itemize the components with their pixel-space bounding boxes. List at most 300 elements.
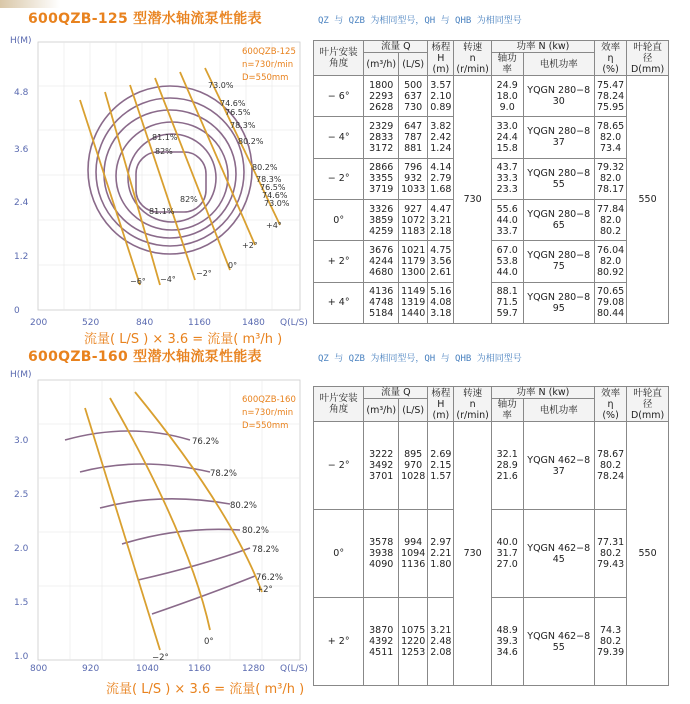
x-tick: 1160 <box>188 664 211 674</box>
header-efficiency-part: η <box>607 398 614 410</box>
cell-head-value: 3.56 <box>430 255 452 267</box>
header-motor-power: 电机功率 <box>523 53 594 76</box>
cell-flow-m3h-value: 4259 <box>369 225 394 237</box>
cell-flow-ls <box>399 76 428 117</box>
cell-angle: + 2° <box>314 241 364 282</box>
cell-flow-m3h <box>364 422 399 510</box>
contour-74-6 <box>96 98 244 246</box>
cell-head-value: 4.47 <box>430 203 452 215</box>
cell-flow-m3h-value: 2833 <box>369 131 394 143</box>
cell-flow-m3h-value: 3719 <box>369 184 394 196</box>
cell-shaft-power-value: 27.0 <box>496 559 518 570</box>
cell-head <box>428 117 454 158</box>
cell-shaft-power-value: 88.1 <box>496 286 518 298</box>
label-plus2: +2° <box>256 585 273 595</box>
header-head-part: (m) <box>432 63 450 75</box>
cell-efficiency-value: 79.43 <box>596 559 625 570</box>
cell-head-value: 2.21 <box>430 548 452 559</box>
cell-efficiency-value: 77.31 <box>596 537 625 548</box>
label-0: 0° <box>228 261 238 270</box>
cell-head <box>428 158 454 199</box>
header-power: 功率 N (kw) <box>491 387 594 399</box>
header-speed-part: n <box>469 398 476 410</box>
model-note: QZ 与 QZB 为相同型号，QH 与 QHB 为相同型号 <box>318 16 522 26</box>
cell-flow-m3h-value: 4136 <box>369 286 394 298</box>
performance-table <box>313 386 669 686</box>
cell-head-value: 2.48 <box>430 636 452 647</box>
label-plus2: +2° <box>242 241 258 250</box>
header-speed-part: (r/min) <box>456 409 489 421</box>
performance-table <box>313 40 669 324</box>
cell-efficiency <box>594 282 626 323</box>
cell-flow-m3h-value: 3701 <box>369 471 394 482</box>
cell-shaft-power-value: 23.3 <box>496 184 518 196</box>
cell-efficiency-value: 78.24 <box>596 90 625 102</box>
cell-angle: − 4° <box>314 117 364 158</box>
cell-shaft-power-value: 59.7 <box>496 308 518 320</box>
x-tick: 840 <box>136 318 154 328</box>
x-tick: 1280 <box>242 664 265 674</box>
cell-head-value: 4.14 <box>430 162 452 174</box>
cell-shaft-power <box>491 158 523 199</box>
cell-shaft-power-value: 32.1 <box>496 449 518 460</box>
cell-shaft-power-value: 48.9 <box>496 625 518 636</box>
table-row <box>314 199 669 240</box>
cell-shaft-power <box>491 282 523 323</box>
cell-shaft-power-value: 24.4 <box>496 131 518 143</box>
label-765b: 76.5% <box>260 183 286 192</box>
cell-shaft-power-value: 33.0 <box>496 120 518 132</box>
cell-efficiency-value: 79.08 <box>596 297 625 309</box>
cell-head-value: 1.68 <box>430 184 452 196</box>
label-782b: 78.2% <box>252 545 280 555</box>
label-0: 0° <box>204 637 214 647</box>
cell-efficiency-value: 78.24 <box>596 471 625 482</box>
cell-flow-ls-value: 970 <box>404 460 423 471</box>
cell-efficiency-value: 76.04 <box>596 244 625 256</box>
cell-flow-m3h-value: 1800 <box>369 79 394 91</box>
cell-flow-m3h-value: 5184 <box>369 308 394 320</box>
cell-flow-ls-value: 1220 <box>401 636 426 647</box>
y-axis-label: H(M) <box>10 370 32 380</box>
cell-motor: YQGN 462−8 37 <box>523 422 594 510</box>
header-flow-m3h: (m³/h) <box>364 399 399 422</box>
header-row <box>314 387 669 399</box>
x-axis-unit: Q(L/S) <box>280 318 308 328</box>
y-tick: 2.5 <box>14 490 29 500</box>
header-head <box>428 387 454 422</box>
cell-efficiency-value: 75.95 <box>596 101 625 113</box>
cell-flow-m3h <box>364 598 399 686</box>
chart-caption: 流量( L/S ) × 3.6 = 流量( m³/h ) <box>84 332 283 347</box>
x-tick: 800 <box>30 664 48 674</box>
y-tick: 0 <box>14 306 20 316</box>
header-speed-part: n <box>469 52 476 64</box>
section-600qzb-125 <box>0 0 690 347</box>
cell-efficiency-value: 82.0 <box>599 214 622 226</box>
header-flow-ls: (L/S) <box>399 53 428 76</box>
blade-angle-lines <box>85 392 262 650</box>
cell-shaft-power-value: 39.3 <box>496 636 518 647</box>
cell-flow-ls <box>399 241 428 282</box>
cell-flow-ls-value: 1094 <box>401 548 426 559</box>
header-impeller-part: D(mm) <box>630 63 665 75</box>
label-765: 76.5% <box>225 108 251 117</box>
cell-angle: 0° <box>314 199 364 240</box>
table-row <box>314 117 669 158</box>
header-head-part: H <box>437 398 445 410</box>
info-model: 600QZB-160 <box>242 395 296 405</box>
y-tick: 1.5 <box>14 598 29 608</box>
cell-head <box>428 76 454 117</box>
model-note: QZ 与 QZB 为相同型号，QH 与 QHB 为相同型号 <box>318 354 522 364</box>
cell-flow-ls <box>399 422 428 510</box>
cell-efficiency <box>594 510 626 598</box>
y-tick: 2.0 <box>14 544 29 554</box>
label-783b: 78.3% <box>256 175 282 184</box>
label-minus2: −2° <box>196 269 212 278</box>
cell-flow-m3h-value: 2329 <box>369 120 394 132</box>
cell-shaft-power-value: 15.8 <box>496 142 518 154</box>
cell-angle: − 6° <box>314 76 364 117</box>
cell-angle: + 4° <box>314 282 364 323</box>
cell-shaft-power <box>491 422 523 510</box>
cell-head <box>428 598 454 686</box>
cell-efficiency-value: 82.0 <box>599 255 622 267</box>
cell-efficiency-value: 80.2 <box>599 460 622 471</box>
cell-flow-ls-value: 927 <box>404 203 423 215</box>
header-impeller <box>627 41 669 76</box>
cell-shaft-power <box>491 199 523 240</box>
header-efficiency-part: (%) <box>602 409 619 421</box>
cell-head <box>428 422 454 510</box>
label-plus4: +4° <box>266 221 282 230</box>
cell-flow-m3h <box>364 510 399 598</box>
cell-efficiency-value: 78.65 <box>596 120 625 132</box>
cell-flow-m3h-value: 4680 <box>369 266 394 278</box>
header-speed-part: (r/min) <box>456 63 489 75</box>
cell-shaft-power-value: 21.6 <box>496 471 518 482</box>
cell-head-value: 1.57 <box>430 471 452 482</box>
cell-flow-m3h-value: 3938 <box>369 548 394 559</box>
header-efficiency-part: 效率 <box>601 41 621 53</box>
cell-flow-m3h <box>364 117 399 158</box>
header-angle: 叶片安装角度 <box>314 387 364 422</box>
cell-flow-m3h-value: 3859 <box>369 214 394 226</box>
y-tick: 1.0 <box>14 652 29 662</box>
cell-motor: YQGN 280−8 65 <box>523 199 594 240</box>
cell-efficiency <box>594 241 626 282</box>
cell-head-value: 3.82 <box>430 120 452 132</box>
label-762b: 76.2% <box>256 573 284 583</box>
label-802b: 80.2% <box>242 526 270 536</box>
cell-shaft-power-value: 71.5 <box>496 297 518 309</box>
cell-speed: 730 <box>454 422 491 686</box>
header-speed-part: 转速 <box>463 387 483 399</box>
header-head-part: 杨程 <box>431 387 451 399</box>
cell-head-value: 3.21 <box>430 214 452 226</box>
x-tick: 1480 <box>242 318 265 328</box>
label-73b: 73.0% <box>264 199 290 208</box>
cell-efficiency <box>594 117 626 158</box>
cell-flow-m3h <box>364 76 399 117</box>
cell-shaft-power-value: 44.0 <box>496 214 518 226</box>
label-minus4: −4° <box>160 275 176 284</box>
cell-shaft-power-value: 33.7 <box>496 225 518 237</box>
cell-shaft-power-value: 34.6 <box>496 647 518 658</box>
cell-head-value: 1.80 <box>430 559 452 570</box>
cell-efficiency-value: 73.4 <box>599 142 622 154</box>
cell-head-value: 3.57 <box>430 79 452 91</box>
label-802: 80.2% <box>230 501 258 511</box>
cell-efficiency <box>594 422 626 510</box>
cell-flow-m3h-value: 2866 <box>369 162 394 174</box>
info-speed: n=730r/min <box>242 60 294 70</box>
line-minus2 <box>85 408 160 650</box>
cell-flow-ls-value: 637 <box>404 90 423 102</box>
label-762: 76.2% <box>192 437 220 447</box>
cell-flow-ls-value: 895 <box>404 449 423 460</box>
cell-shaft-power-value: 33.3 <box>496 173 518 185</box>
label-82b: 82% <box>180 195 198 204</box>
cell-shaft-power-value: 31.7 <box>496 548 518 559</box>
cell-flow-ls <box>399 158 428 199</box>
cell-flow-ls-value: 932 <box>404 173 423 185</box>
cell-flow-ls-value: 1075 <box>401 625 426 636</box>
cell-head <box>428 282 454 323</box>
cell-flow-ls-value: 796 <box>404 162 423 174</box>
cell-flow-m3h-value: 2628 <box>369 101 394 113</box>
cell-efficiency-value: 80.2 <box>599 548 622 559</box>
header-speed <box>454 41 491 76</box>
cell-efficiency-value: 80.44 <box>596 308 625 320</box>
cell-motor: YQGN 280−8 30 <box>523 76 594 117</box>
cell-head-value: 4.08 <box>430 297 452 309</box>
header-angle: 叶片安装角度 <box>314 41 364 76</box>
label-82a: 82% <box>155 147 173 156</box>
y-tick: 1.2 <box>14 252 29 262</box>
cell-head <box>428 241 454 282</box>
header-impeller-part: 叶轮直径 <box>633 41 662 64</box>
header-impeller-part: D(mm) <box>630 409 665 421</box>
cell-angle: − 2° <box>314 422 364 510</box>
cell-efficiency <box>594 158 626 199</box>
cell-head-value: 0.89 <box>430 101 452 113</box>
cell-head-value: 2.08 <box>430 647 452 658</box>
cell-shaft-power-value: 44.0 <box>496 266 518 278</box>
cell-flow-ls-value: 1319 <box>401 297 426 309</box>
header-flow-m3h: (m³/h) <box>364 53 399 76</box>
x-tick: 920 <box>82 664 100 674</box>
header-efficiency-part: (%) <box>602 63 619 75</box>
cell-efficiency-value: 75.47 <box>596 79 625 91</box>
cell-efficiency-value: 80.92 <box>596 266 625 278</box>
cell-flow-ls-value: 1136 <box>401 559 426 570</box>
cell-efficiency-value: 78.17 <box>596 184 625 196</box>
cell-head <box>428 199 454 240</box>
header-flow: 流量 Q <box>364 41 428 53</box>
cell-flow-ls <box>399 282 428 323</box>
header-speed-part: 转速 <box>463 41 483 53</box>
cell-flow-m3h <box>364 158 399 199</box>
cell-flow-m3h <box>364 282 399 323</box>
table-row <box>314 241 669 282</box>
cell-efficiency-value: 70.65 <box>596 286 625 298</box>
table-row <box>314 158 669 199</box>
info-diameter: D=550mm <box>242 73 289 83</box>
y-tick: 2.4 <box>14 198 29 208</box>
cell-flow-ls-value: 1021 <box>401 244 426 256</box>
table-row <box>314 598 669 686</box>
label-802: 80.2% <box>238 137 264 146</box>
cell-flow-m3h-value: 4748 <box>369 297 394 309</box>
label-746: 74.6% <box>220 99 246 108</box>
cell-motor: YQGN 280−8 75 <box>523 241 594 282</box>
label-811: 81.1% <box>152 133 178 142</box>
cell-flow-ls-value: 1300 <box>401 266 426 278</box>
contour-762-low <box>152 576 255 614</box>
cell-motor: YQGN 462−8 55 <box>523 598 594 686</box>
x-axis-unit: Q(L/S) <box>280 664 308 674</box>
table-row <box>314 510 669 598</box>
info-diameter: D=550mm <box>242 421 289 431</box>
line-0 <box>155 78 230 270</box>
cell-flow-m3h-value: 3326 <box>369 203 394 215</box>
cell-motor: YQGN 280−8 55 <box>523 158 594 199</box>
cell-shaft-power-value: 43.7 <box>496 162 518 174</box>
cell-efficiency <box>594 76 626 117</box>
chart-info <box>242 46 296 85</box>
cell-efficiency <box>594 598 626 686</box>
cell-flow-ls-value: 647 <box>404 120 423 132</box>
contour-labels <box>152 437 283 663</box>
cell-flow-m3h-value: 4392 <box>369 636 394 647</box>
cell-shaft-power <box>491 76 523 117</box>
cell-flow-m3h-value: 3355 <box>369 173 394 185</box>
cell-flow-ls-value: 1440 <box>401 308 426 320</box>
header-shaft-power: 轴功率 <box>491 53 523 76</box>
cell-shaft-power-value: 18.0 <box>496 90 518 102</box>
cell-flow-m3h-value: 4511 <box>369 647 394 658</box>
cell-flow-m3h-value: 3870 <box>369 625 394 636</box>
cell-shaft-power-value: 24.9 <box>496 79 518 91</box>
cell-flow-ls-value: 1072 <box>401 214 426 226</box>
cell-head-value: 3.18 <box>430 308 452 320</box>
header-head-part: 杨程 <box>431 41 451 53</box>
cell-efficiency-value: 80.2 <box>599 225 622 237</box>
info-speed: n=730r/min <box>242 408 294 418</box>
cell-flow-m3h-value: 4090 <box>369 559 394 570</box>
cell-flow-ls-value: 881 <box>404 142 423 154</box>
cell-head-value: 2.10 <box>430 90 452 102</box>
label-minus2: −2° <box>152 653 169 663</box>
cell-flow-ls-value: 1028 <box>401 471 426 482</box>
line-minus2 <box>130 85 195 280</box>
cell-head-value: 4.75 <box>430 244 452 256</box>
cell-shaft-power <box>491 510 523 598</box>
cell-angle: 0° <box>314 510 364 598</box>
cell-head-value: 2.79 <box>430 173 452 185</box>
cell-head-value: 2.18 <box>430 225 452 237</box>
cell-head-value: 5.16 <box>430 286 452 298</box>
header-efficiency-part: η <box>607 52 614 64</box>
cell-head-value: 2.42 <box>430 131 452 143</box>
cell-efficiency-value: 74.3 <box>599 625 622 636</box>
cell-flow-ls-value: 730 <box>404 101 423 113</box>
cell-flow-m3h-value: 3492 <box>369 460 394 471</box>
cell-head-value: 1.24 <box>430 142 452 154</box>
cell-flow-ls <box>399 199 428 240</box>
header-impeller-part: 叶轮直径 <box>633 387 662 410</box>
cell-flow-ls-value: 1253 <box>401 647 426 658</box>
cell-head-value: 3.21 <box>430 625 452 636</box>
header-row <box>314 41 669 53</box>
header-power: 功率 N (kw) <box>491 41 594 53</box>
info-model: 600QZB-125 <box>242 47 296 57</box>
cell-efficiency-value: 80.2 <box>599 636 622 647</box>
y-axis-label: H(M) <box>10 36 32 46</box>
cell-shaft-power-value: 28.9 <box>496 460 518 471</box>
cell-flow-ls-value: 500 <box>404 79 423 91</box>
label-782: 78.2% <box>210 469 238 479</box>
x-tick: 200 <box>30 318 48 328</box>
cell-efficiency-value: 82.0 <box>599 173 622 185</box>
section-title: 600QZB-160 型潜水轴流泵性能表 <box>28 349 262 365</box>
cell-motor: YQGN 280−8 37 <box>523 117 594 158</box>
cell-speed: 730 <box>454 76 491 324</box>
header-efficiency-part: 效率 <box>601 387 621 399</box>
header-head-part: (m) <box>432 409 450 421</box>
chart-info <box>242 394 296 433</box>
cell-head-value: 2.15 <box>430 460 452 471</box>
cell-flow-m3h-value: 3172 <box>369 142 394 154</box>
cell-efficiency-value: 77.84 <box>596 203 625 215</box>
cell-impeller: 550 <box>627 422 669 686</box>
x-tick: 1040 <box>136 664 159 674</box>
header-efficiency <box>594 387 626 422</box>
cell-flow-ls-value: 994 <box>404 537 423 548</box>
cell-flow-ls-value: 1183 <box>401 225 426 237</box>
header-shaft-power: 轴功率 <box>491 399 523 422</box>
section-title: 600QZB-125 型潜水轴流泵性能表 <box>28 11 262 27</box>
cell-shaft-power-value: 40.0 <box>496 537 518 548</box>
cell-flow-m3h-value: 3578 <box>369 537 394 548</box>
y-tick: 4.8 <box>14 88 29 98</box>
header-flow: 流量 Q <box>364 387 428 399</box>
cell-shaft-power-value: 55.6 <box>496 203 518 215</box>
cell-efficiency-value: 79.39 <box>596 647 625 658</box>
chart-caption: 流量( L/S ) × 3.6 = 流量( m³/h ) <box>106 682 305 697</box>
x-tick: 520 <box>82 318 100 328</box>
header-impeller <box>627 387 669 422</box>
cell-head-value: 2.61 <box>430 266 452 278</box>
cell-flow-m3h-value: 2293 <box>369 90 394 102</box>
cell-angle: + 2° <box>314 598 364 686</box>
performance-chart <box>10 30 310 347</box>
header-flow-ls: (L/S) <box>399 399 428 422</box>
label-minus6: −6° <box>130 277 146 286</box>
label-783: 78.3% <box>230 121 256 130</box>
cell-flow-ls-value: 1033 <box>401 184 426 196</box>
cell-flow-m3h-value: 3676 <box>369 244 394 256</box>
cell-flow-m3h <box>364 241 399 282</box>
cell-shaft-power-value: 67.0 <box>496 244 518 256</box>
blade-angle-lines <box>80 68 280 285</box>
cell-efficiency-value: 79.32 <box>596 162 625 174</box>
cell-flow-ls <box>399 117 428 158</box>
label-802b: 80.2% <box>252 163 278 172</box>
cell-impeller: 550 <box>627 76 669 324</box>
